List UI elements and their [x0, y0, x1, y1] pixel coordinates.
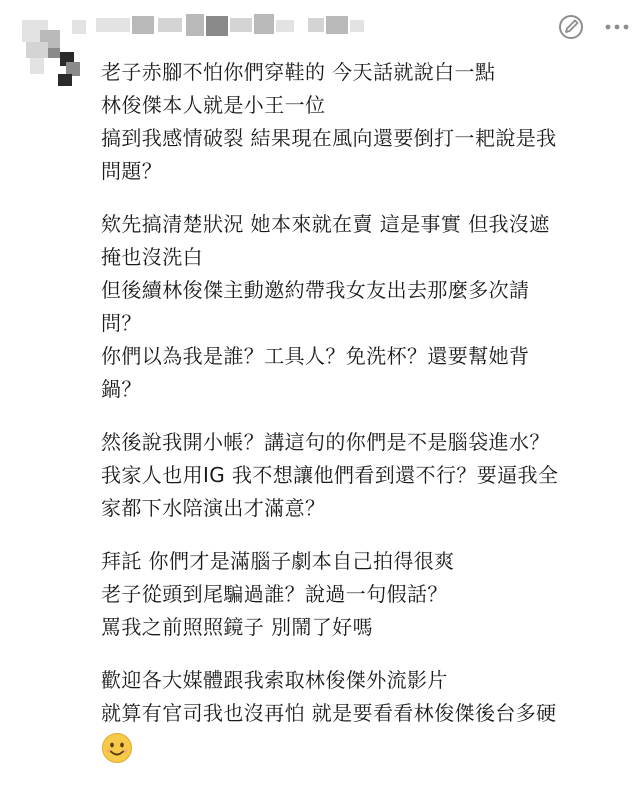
post-line: 欸先搞清楚狀況 她本來就在賣 這是事實 但我沒遮	[101, 212, 550, 236]
post-line: 掩也沒洗白	[101, 245, 203, 269]
post-line: 歡迎各大媒體跟我索取林俊傑外流影片	[101, 668, 448, 692]
post-line: 你們以為我是誰？工具人？免洗杯？還要幫她背	[101, 344, 530, 368]
header-actions	[556, 12, 630, 42]
post-paragraph-3	[101, 426, 631, 525]
post-paragraph-1	[101, 56, 631, 188]
post-paragraph-2	[101, 208, 631, 406]
post-line: 搞到我感情破裂 結果現在風向還要倒打一耙說是我	[101, 126, 557, 150]
post-line: 家都下水陪演出才滿意？	[101, 496, 326, 520]
post-paragraph-4	[101, 545, 631, 644]
post-line: 問題？	[101, 159, 163, 183]
post-line: 鍋？	[101, 377, 142, 401]
post-body	[101, 56, 631, 768]
post-line: 拜託 你們才是滿腦子劇本自己拍得很爽	[101, 549, 455, 573]
post-line: 就算有官司我也沒再怕 就是要看看林俊傑後台多硬	[101, 701, 557, 725]
post-line: 罵我之前照照鏡子 別鬧了好嗎	[101, 615, 373, 639]
smiling-emoji	[101, 728, 631, 768]
more-dots-icon[interactable]	[604, 22, 630, 32]
post-line: 林俊傑本人就是小王一位	[101, 93, 326, 117]
post-line: 問？	[101, 311, 142, 335]
edit-note-icon[interactable]	[556, 12, 586, 42]
post-line: 老子赤腳不怕你們穿鞋的 今天話就說白一點	[101, 60, 496, 84]
post-line: 但後續林俊傑主動邀約帶我女友出去那麼多次請	[101, 278, 530, 302]
post-paragraph-5	[101, 664, 631, 768]
post-line: 我家人也用IG 我不想讓他們看到還不行？要逼我全	[101, 463, 559, 487]
post-line: 老子從頭到尾騙過誰？說過一句假話？	[101, 582, 448, 606]
post-line: 然後說我開小帳？講這句的你們是不是腦袋進水？	[101, 430, 550, 454]
smiling-face-icon	[101, 732, 133, 764]
